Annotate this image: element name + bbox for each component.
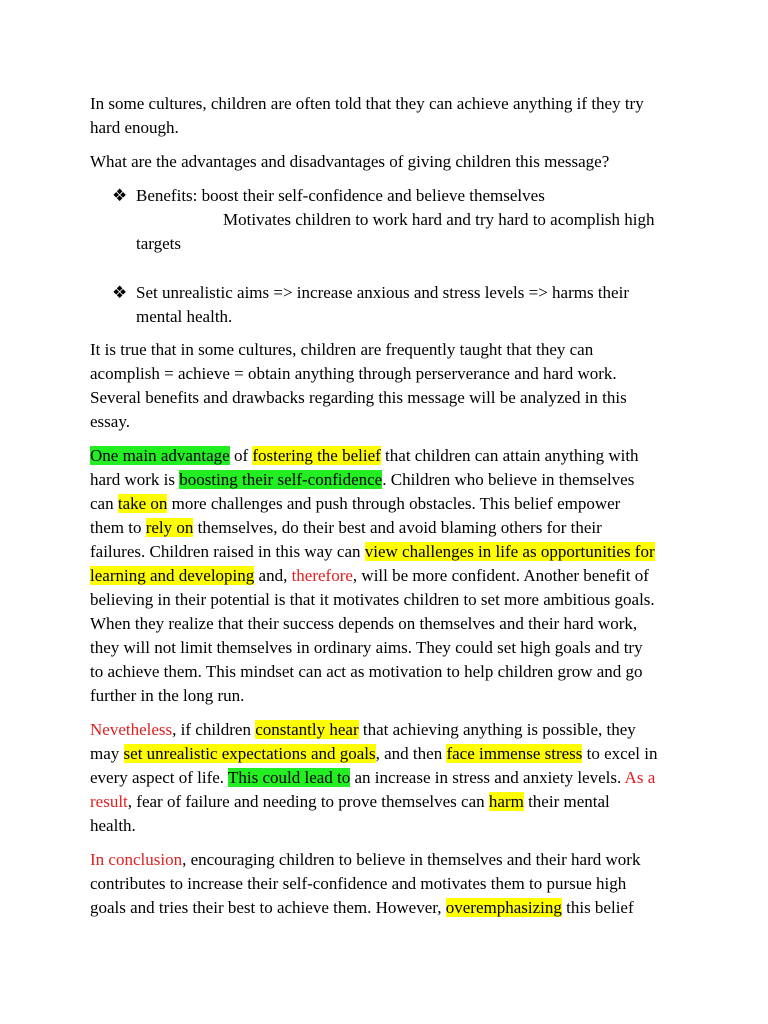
paragraph-line: When they realize that their success depends on themselves and their hard work, — [90, 614, 638, 633]
paragraph-line: health. — [90, 816, 136, 835]
text-run: , if children — [172, 720, 256, 739]
bullet-drawbacks — [90, 281, 690, 329]
paragraph-line: essay. — [90, 412, 130, 431]
highlight-green: One main advantage — [90, 446, 230, 465]
highlight-yellow: view challenges in life as opportunities for — [364, 542, 655, 561]
paragraph-line: believing in their potential is that it motivates children to set more ambitious goals. — [90, 590, 655, 609]
highlight-green: This could lead to — [227, 768, 351, 787]
paragraph-line: contributes to increase their self-confidence and motivates them to pursue high — [90, 874, 627, 893]
text-run: an increase in stress and anxiety levels. — [350, 768, 625, 787]
paragraph-line — [90, 444, 690, 468]
text-run: goals and tries their best to achieve them. However, — [90, 898, 446, 917]
question-line: What are the advantages and disadvantages of giving children this message? — [90, 152, 610, 171]
red-transition-word: result — [90, 792, 128, 811]
paragraph-line — [90, 516, 690, 540]
paragraph-line — [90, 896, 690, 920]
text-run: , and then — [375, 744, 447, 763]
text-run: , encouraging children to believe in themselves and their hard work — [182, 850, 641, 869]
highlight-yellow: constantly hear — [255, 720, 359, 739]
text-run: and, — [254, 566, 292, 585]
essay-prompt — [90, 92, 690, 140]
text-run: may — [90, 744, 124, 763]
red-transition-word: Nevetheless — [90, 720, 173, 739]
highlight-yellow: set unrealistic expectations and goals — [123, 744, 376, 763]
paragraph-line — [90, 766, 690, 790]
text-run: failures. Children raised in this way can — [90, 542, 365, 561]
text-run: every aspect of life. — [90, 768, 228, 787]
highlight-green: boosting their self-confidence — [179, 470, 383, 489]
diamond-bullet-icon: ❖ — [112, 186, 128, 205]
text-run: this belief — [561, 898, 634, 917]
paragraph-line: It is true that in some cultures, children are frequently taught that they can — [90, 340, 594, 359]
essay-question — [90, 150, 690, 174]
highlight-yellow: overemphasizing — [445, 898, 562, 917]
bullet-line: Benefits: boost their self-confidence and believe themselves — [136, 186, 545, 205]
text-run: . Children who believe in themselves — [382, 470, 635, 489]
text-run: to excel in — [582, 744, 658, 763]
text-run: hard work is — [90, 470, 180, 489]
paragraph-line — [90, 468, 690, 492]
text-run: more challenges and push through obstacles. This belief empower — [167, 494, 621, 513]
paragraph-line — [90, 564, 690, 588]
prompt-line: In some cultures, children are often told that they can achieve anything if they try — [90, 94, 644, 113]
bullet-line: mental health. — [136, 307, 233, 326]
bullet-line: targets — [136, 234, 182, 253]
paragraph-line — [90, 742, 690, 766]
bullet-line: Set unrealistic aims => increase anxious and stress levels => harms their — [136, 283, 629, 302]
paragraph-line — [90, 790, 690, 814]
highlight-yellow: learning and developing — [90, 566, 255, 585]
paragraph-line: further in the long run. — [90, 686, 245, 705]
text-run: that achieving anything is possible, they — [358, 720, 636, 739]
highlight-yellow: fostering the belief — [252, 446, 381, 465]
highlight-yellow: take on — [117, 494, 168, 513]
highlight-yellow: rely on — [145, 518, 194, 537]
paragraph-line — [90, 718, 690, 742]
text-run: can — [90, 494, 118, 513]
paragraph-line — [90, 540, 690, 564]
paragraph-line — [90, 492, 690, 516]
red-transition-word: therefore — [291, 566, 353, 585]
text-run: them to — [90, 518, 146, 537]
text-run: their mental — [523, 792, 610, 811]
highlight-yellow: face immense stress — [446, 744, 583, 763]
paragraph-line: to achieve them. This mindset can act as motivation to help children grow and go — [90, 662, 643, 681]
text-run: themselves, do their best and avoid blaming others for their — [193, 518, 602, 537]
highlight-yellow: harm — [488, 792, 524, 811]
intro-paragraph — [90, 338, 690, 434]
paragraph-line — [90, 848, 690, 872]
red-transition-word: As a — [624, 768, 656, 787]
paragraph-line: acomplish = achieve = obtain anything through perserverance and hard work. — [90, 364, 617, 383]
paragraph-line: Several benefits and drawbacks regarding this message will be analyzed in this — [90, 388, 627, 407]
text-run: of — [229, 446, 253, 465]
bullet-line: Motivates children to work hard and try hard to acomplish high — [223, 210, 655, 229]
text-run: , will be more confident. Another benefit of — [352, 566, 649, 585]
red-transition-word: In conclusion — [90, 850, 183, 869]
bullet-benefits — [90, 184, 690, 256]
paragraph-line: they will not limit themselves in ordinary aims. They could set high goals and try — [90, 638, 643, 657]
conclusion-paragraph — [90, 848, 690, 920]
prompt-line: hard enough. — [90, 118, 179, 137]
body-paragraph-disadvantages — [90, 718, 690, 838]
body-paragraph-advantages — [90, 444, 690, 708]
text-run: that children can attain anything with — [380, 446, 639, 465]
diamond-bullet-icon: ❖ — [112, 283, 128, 302]
text-run: , fear of failure and needing to prove themselves can — [127, 792, 489, 811]
